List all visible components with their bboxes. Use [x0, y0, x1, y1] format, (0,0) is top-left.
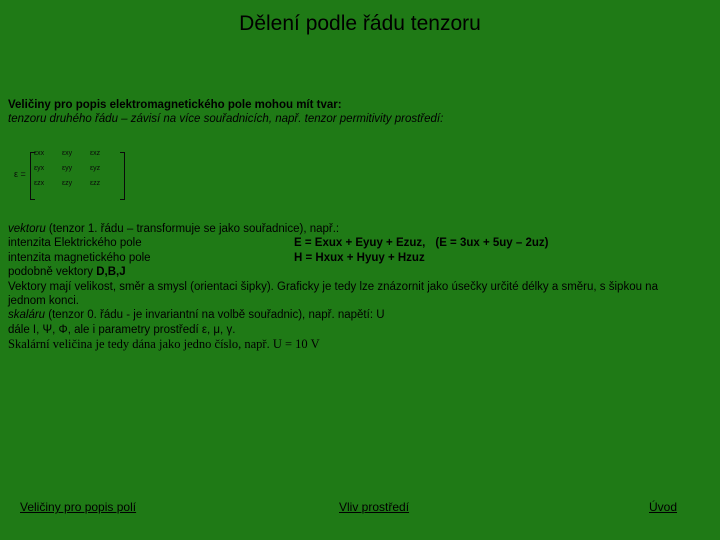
tensor-line	[8, 112, 698, 126]
matrix-cell: εzy	[62, 180, 73, 187]
link-introduction[interactable]: Úvod	[649, 500, 678, 514]
e-field-label: intenzita Elektrického pole	[8, 237, 142, 250]
scalar-line	[8, 308, 698, 322]
matrix-cell: εzx	[34, 180, 45, 187]
permittivity-matrix	[14, 150, 114, 200]
vector-term: vektoru	[8, 223, 46, 235]
h-field-label: intenzita magnetického pole	[8, 251, 151, 264]
e-field-row	[8, 236, 698, 250]
similar-vectors: D,B,J	[96, 266, 126, 279]
scalar-summary: Skalární veličina je tedy dána jako jedno číslo, např. U = 10 V	[8, 337, 320, 352]
intro-heading: Veličiny pro popis elektromagnetického pole mohou mít tvar:	[8, 99, 342, 111]
matrix-cell: εyy	[62, 165, 73, 172]
matrix-symbol: ε =	[14, 169, 26, 179]
link-medium-influence[interactable]: Vliv prostředí	[339, 500, 410, 514]
intro-section	[8, 98, 698, 127]
scalar-examples: dále I, Ψ, Φ, ale i parametry prostředí ε, μ, γ.	[8, 323, 236, 336]
vector-explanation: Vektory mají velikost, směr a smysl (orientaci šipky). Graficky je tedy lze znázornit jako úsečky určité délky a směru, s šipkou na jednom konci.	[8, 280, 658, 307]
similar-prefix: podobně vektory	[8, 266, 97, 279]
scalar-description: (tenzor 0. řádu - je invariantní na volbě souřadnic), např. napětí: U	[45, 309, 385, 322]
matrix-cell: εzz	[90, 180, 101, 187]
matrix-cell: εxy	[62, 150, 73, 157]
link-field-quantities[interactable]: Veličiny pro popis polí	[20, 500, 137, 514]
matrix-cells	[34, 150, 118, 195]
matrix-cell: εyx	[34, 165, 45, 172]
matrix-cell: εxz	[90, 150, 101, 157]
matrix-cell: εyz	[90, 165, 101, 172]
matrix-right-bracket	[120, 152, 125, 200]
page-title: Dělení podle řádu tenzoru	[239, 12, 481, 35]
h-field-formula: H = Hxux + Hyuy + Hzuz	[294, 251, 425, 264]
e-field-formula: E = Exux + Eyuy + Ezuz,	[294, 237, 426, 250]
h-field-row	[8, 251, 698, 265]
tensor-description: druhého řádu – závisí na více souřadnicích, např. tenzor permitivity prostředí:	[46, 113, 444, 126]
scalar-term: skaláru	[8, 309, 46, 322]
vector-line	[8, 222, 698, 236]
e-field-example: (E = 3ux + 5uy – 2uz)	[435, 237, 549, 250]
vector-description: (tenzor 1. řádu – transformuje se jako souřadnice), např.:	[45, 223, 340, 235]
main-content	[8, 222, 698, 352]
similar-vectors-line	[8, 265, 698, 279]
matrix-cell: εxx	[34, 150, 45, 157]
tensor-term: tenzoru	[8, 113, 47, 126]
